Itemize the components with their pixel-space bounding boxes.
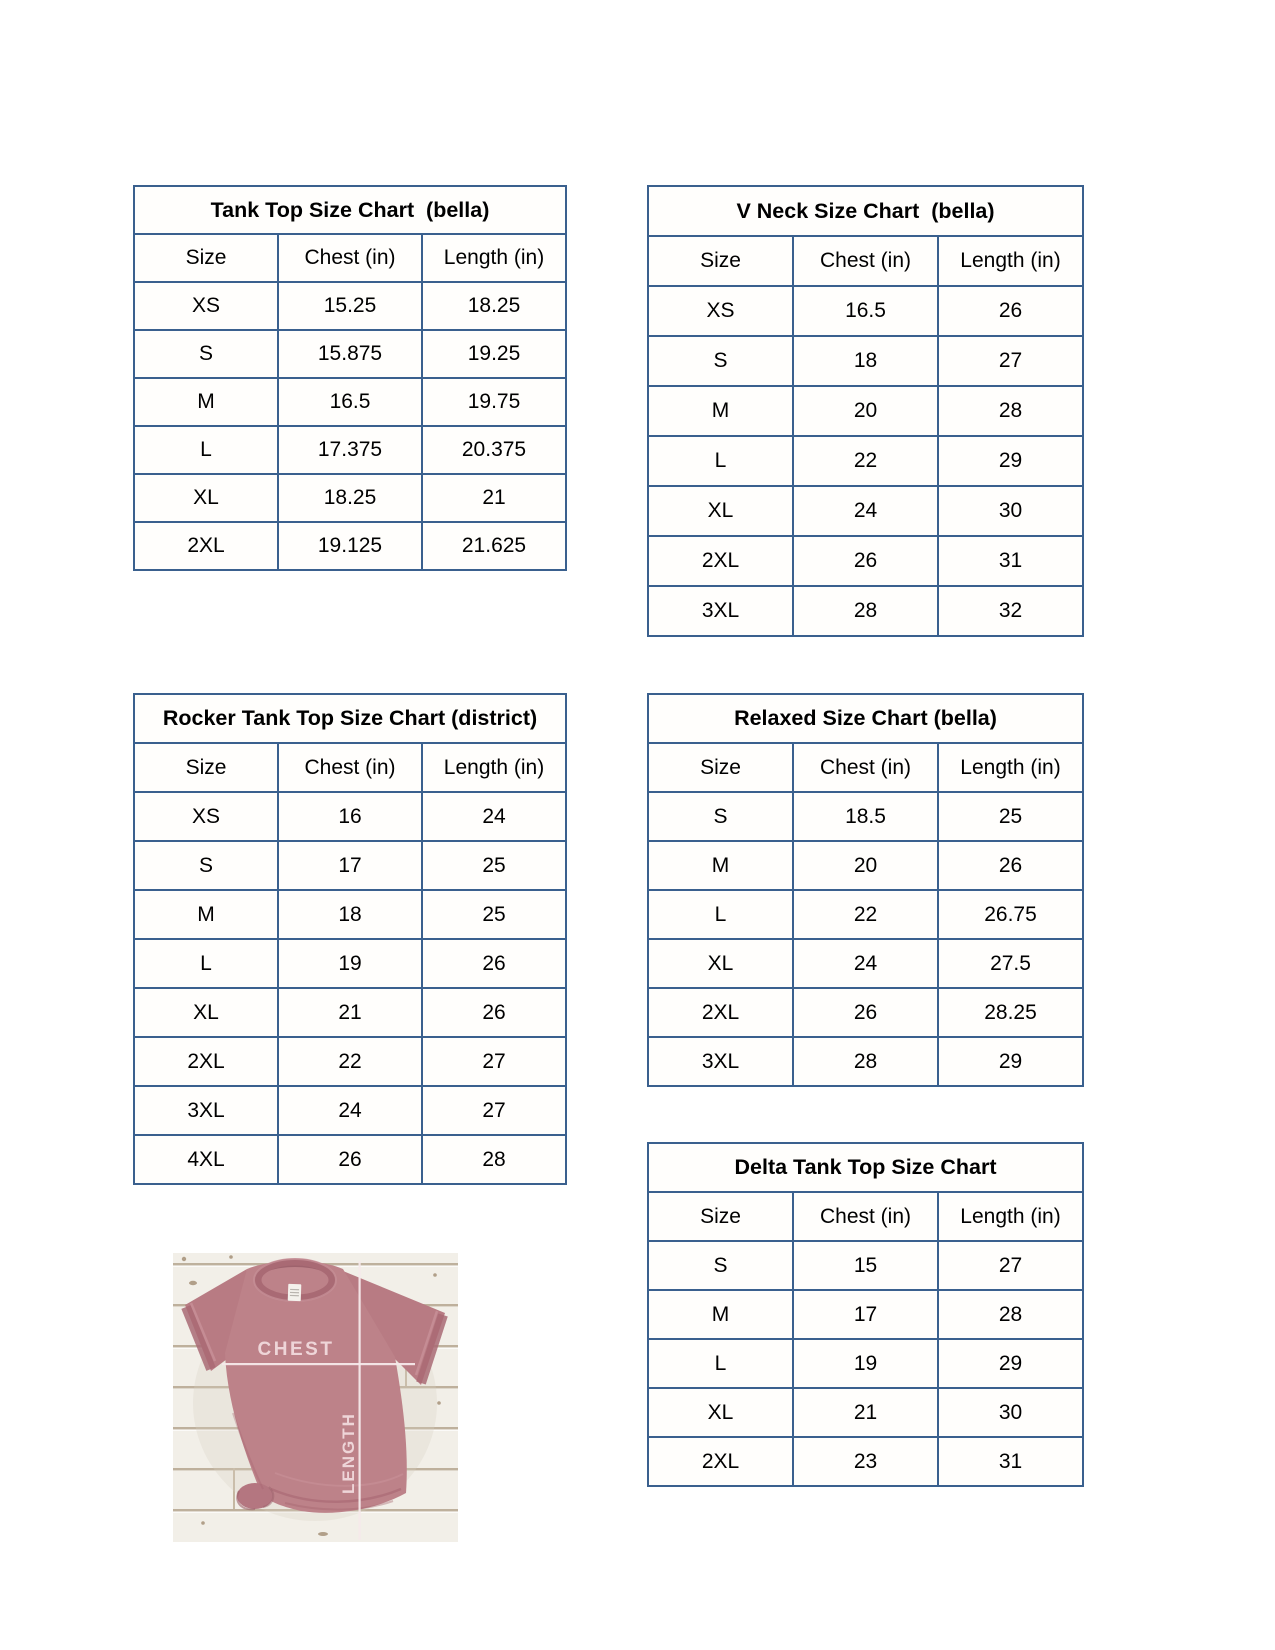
- table-row: [648, 1037, 1083, 1086]
- chest-cell: 28: [793, 1037, 938, 1086]
- table-row: [648, 1241, 1083, 1290]
- table-title-row: [648, 694, 1083, 743]
- length-cell: 26: [938, 841, 1083, 890]
- length-cell: 27: [938, 1241, 1083, 1290]
- length-cell: 29: [938, 436, 1083, 486]
- table-row: [648, 386, 1083, 436]
- table-row: [648, 1339, 1083, 1388]
- length-cell: 30: [938, 486, 1083, 536]
- size-cell: 2XL: [134, 1037, 278, 1086]
- table-row: [648, 286, 1083, 336]
- length-cell: 18.25: [422, 282, 566, 330]
- length-cell: 29: [938, 1339, 1083, 1388]
- size-cell: 3XL: [648, 1037, 793, 1086]
- table-row: [134, 792, 566, 841]
- column-header: Length (in): [938, 236, 1083, 286]
- length-cell: 30: [938, 1388, 1083, 1437]
- length-cell: 26.75: [938, 890, 1083, 939]
- size-cell: L: [648, 1339, 793, 1388]
- column-header: Size: [134, 743, 278, 792]
- table-row: [134, 522, 566, 570]
- table-row: [134, 282, 566, 330]
- size-cell: XL: [134, 474, 278, 522]
- table-row: [648, 436, 1083, 486]
- size-cell: 2XL: [648, 536, 793, 586]
- length-cell: 25: [422, 890, 566, 939]
- length-cell: 31: [938, 536, 1083, 586]
- table-header-row: [134, 743, 566, 792]
- chest-cell: 24: [278, 1086, 422, 1135]
- chest-cell: 24: [793, 939, 938, 988]
- v-neck-table: [647, 185, 1084, 637]
- size-cell: 2XL: [648, 988, 793, 1037]
- table-header-row: [648, 1192, 1083, 1241]
- chest-cell: 19: [793, 1339, 938, 1388]
- size-cell: XL: [134, 988, 278, 1037]
- chest-cell: 20: [793, 386, 938, 436]
- table-row: [134, 1135, 566, 1184]
- shirt-measurement-photo: [173, 1253, 458, 1542]
- table-row: [134, 426, 566, 474]
- table-row: [648, 536, 1083, 586]
- column-header: Size: [648, 1192, 793, 1241]
- table-row: [134, 988, 566, 1037]
- chest-cell: 16.5: [278, 378, 422, 426]
- length-cell: 27: [422, 1037, 566, 1086]
- table-title-row: [134, 186, 566, 234]
- size-cell: L: [134, 426, 278, 474]
- column-header: Length (in): [938, 1192, 1083, 1241]
- length-cell: 25: [422, 841, 566, 890]
- chest-cell: 19.125: [278, 522, 422, 570]
- size-cell: S: [648, 792, 793, 841]
- relaxed-size-table: [647, 693, 1084, 1087]
- chest-measure-label: CHEST: [257, 1339, 335, 1360]
- length-cell: 19.25: [422, 330, 566, 378]
- length-measure-label: LENGTH: [339, 1412, 358, 1494]
- neck-tag: [288, 1284, 302, 1301]
- column-header: Chest (in): [793, 236, 938, 286]
- size-cell: 3XL: [648, 586, 793, 636]
- chest-cell: 16.5: [793, 286, 938, 336]
- chest-cell: 17: [278, 841, 422, 890]
- chest-measure-line: [222, 1363, 415, 1365]
- length-cell: 31: [938, 1437, 1083, 1486]
- table-row: [648, 586, 1083, 636]
- table-row: [134, 1037, 566, 1086]
- rocker-tank-size-table: [133, 693, 567, 1185]
- length-cell: 19.75: [422, 378, 566, 426]
- table-row: [648, 336, 1083, 386]
- length-cell: 28: [422, 1135, 566, 1184]
- table-row: [648, 486, 1083, 536]
- table-title: Rocker Tank Top Size Chart (district): [134, 694, 566, 743]
- column-header: Size: [134, 234, 278, 282]
- length-cell: 26: [422, 939, 566, 988]
- table-title-row: [648, 1143, 1083, 1192]
- size-cell: L: [134, 939, 278, 988]
- length-cell: 27.5: [938, 939, 1083, 988]
- size-cell: 2XL: [648, 1437, 793, 1486]
- tank-top-table: [133, 185, 567, 571]
- size-cell: M: [134, 890, 278, 939]
- table-row: [134, 330, 566, 378]
- length-cell: 24: [422, 792, 566, 841]
- table-row: [648, 890, 1083, 939]
- table-title-row: [648, 186, 1083, 236]
- chest-cell: 24: [793, 486, 938, 536]
- tank-top-size-table: [133, 185, 567, 571]
- chest-cell: 15.875: [278, 330, 422, 378]
- table-row: [648, 792, 1083, 841]
- length-cell: 21: [422, 474, 566, 522]
- size-cell: 4XL: [134, 1135, 278, 1184]
- size-cell: XS: [134, 792, 278, 841]
- length-cell: 28: [938, 386, 1083, 436]
- size-cell: S: [648, 1241, 793, 1290]
- table-row: [134, 474, 566, 522]
- table-title-row: [134, 694, 566, 743]
- table-row: [134, 1086, 566, 1135]
- chest-cell: 15.25: [278, 282, 422, 330]
- size-cell: M: [648, 841, 793, 890]
- column-header: Length (in): [422, 234, 566, 282]
- length-cell: 26: [422, 988, 566, 1037]
- size-cell: XS: [134, 282, 278, 330]
- delta-tank-table: [647, 1142, 1084, 1487]
- size-cell: M: [134, 378, 278, 426]
- v-neck-size-table: [647, 185, 1084, 637]
- column-header: Chest (in): [278, 743, 422, 792]
- length-cell: 28: [938, 1290, 1083, 1339]
- delta-tank-size-table: [647, 1142, 1084, 1487]
- chest-cell: 18.5: [793, 792, 938, 841]
- chest-cell: 17: [793, 1290, 938, 1339]
- chest-cell: 28: [793, 586, 938, 636]
- column-header: Size: [648, 236, 793, 286]
- length-cell: 26: [938, 286, 1083, 336]
- column-header: Chest (in): [793, 1192, 938, 1241]
- chest-cell: 26: [278, 1135, 422, 1184]
- length-cell: 20.375: [422, 426, 566, 474]
- length-measure-line: [359, 1261, 361, 1540]
- size-cell: XL: [648, 939, 793, 988]
- chest-cell: 18: [278, 890, 422, 939]
- table-header-row: [648, 743, 1083, 792]
- chest-cell: 18: [793, 336, 938, 386]
- chest-cell: 20: [793, 841, 938, 890]
- chest-cell: 19: [278, 939, 422, 988]
- table-row: [648, 841, 1083, 890]
- column-header: Chest (in): [278, 234, 422, 282]
- size-cell: M: [648, 386, 793, 436]
- chest-cell: 26: [793, 988, 938, 1037]
- size-cell: S: [134, 330, 278, 378]
- size-cell: L: [648, 890, 793, 939]
- chest-cell: 17.375: [278, 426, 422, 474]
- length-cell: 29: [938, 1037, 1083, 1086]
- chest-cell: 22: [793, 436, 938, 486]
- table-row: [134, 841, 566, 890]
- length-cell: 25: [938, 792, 1083, 841]
- size-cell: S: [134, 841, 278, 890]
- table-row: [648, 1388, 1083, 1437]
- chest-cell: 18.25: [278, 474, 422, 522]
- table-row: [134, 890, 566, 939]
- size-cell: L: [648, 436, 793, 486]
- chest-cell: 21: [793, 1388, 938, 1437]
- table-row: [648, 988, 1083, 1037]
- table-row: [134, 939, 566, 988]
- column-header: Size: [648, 743, 793, 792]
- table-row: [648, 1290, 1083, 1339]
- shirt-measurement-illustration: [173, 1253, 458, 1542]
- size-cell: 2XL: [134, 522, 278, 570]
- size-cell: XL: [648, 1388, 793, 1437]
- chest-cell: 22: [278, 1037, 422, 1086]
- table-title: Tank Top Size Chart (bella): [134, 186, 566, 234]
- table-header-row: [134, 234, 566, 282]
- chest-cell: 21: [278, 988, 422, 1037]
- length-cell: 28.25: [938, 988, 1083, 1037]
- column-header: Length (in): [422, 743, 566, 792]
- table-row: [648, 939, 1083, 988]
- size-cell: XL: [648, 486, 793, 536]
- table-row: [134, 378, 566, 426]
- table-title: V Neck Size Chart (bella): [648, 186, 1083, 236]
- size-cell: S: [648, 336, 793, 386]
- length-cell: 32: [938, 586, 1083, 636]
- column-header: Chest (in): [793, 743, 938, 792]
- size-cell: M: [648, 1290, 793, 1339]
- size-cell: XS: [648, 286, 793, 336]
- chest-cell: 22: [793, 890, 938, 939]
- chest-cell: 26: [793, 536, 938, 586]
- size-cell: 3XL: [134, 1086, 278, 1135]
- table-title: Relaxed Size Chart (bella): [648, 694, 1083, 743]
- chest-cell: 23: [793, 1437, 938, 1486]
- chest-cell: 16: [278, 792, 422, 841]
- column-header: Length (in): [938, 743, 1083, 792]
- relaxed-table: [647, 693, 1084, 1087]
- length-cell: 21.625: [422, 522, 566, 570]
- length-cell: 27: [938, 336, 1083, 386]
- table-row: [648, 1437, 1083, 1486]
- length-cell: 27: [422, 1086, 566, 1135]
- table-header-row: [648, 236, 1083, 286]
- rocker-tank-table: [133, 693, 567, 1185]
- chest-cell: 15: [793, 1241, 938, 1290]
- table-title: Delta Tank Top Size Chart: [648, 1143, 1083, 1192]
